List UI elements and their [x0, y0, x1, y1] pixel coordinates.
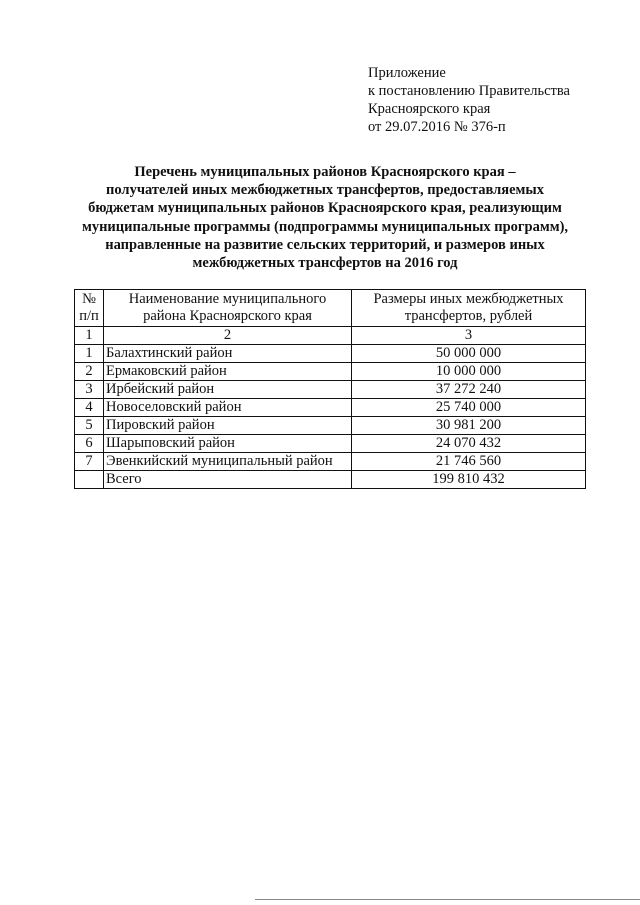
total-num-cell — [75, 471, 104, 489]
row-name-cell: Балахтинский район — [104, 345, 352, 363]
appendix-block — [368, 64, 570, 136]
row-amount-cell: 30 981 200 — [352, 417, 586, 435]
header-num-line: № — [82, 291, 96, 307]
row-name-cell: Новоселовский район — [104, 399, 352, 417]
row-num-cell: 5 — [75, 417, 104, 435]
row-num-cell: 7 — [75, 453, 104, 471]
header-amount-line: Размеры иных межбюджетных — [373, 291, 564, 307]
title-line: Перечень муниципальных районов Красноярского края – — [134, 164, 516, 180]
row-name-cell: Шарыповский район — [104, 435, 352, 453]
row-name-cell: Ирбейский район — [104, 381, 352, 399]
header-num-line: п/п — [79, 308, 99, 324]
title-line: межбюджетных трансфертов на 2016 год — [192, 255, 458, 272]
row-num-cell: 2 — [75, 363, 104, 381]
document-title — [60, 163, 590, 272]
header-amount-line: трансфертов, рублей — [404, 308, 533, 324]
row-name-cell: Ермаковский район — [104, 363, 352, 381]
total-amount-cell: 199 810 432 — [352, 471, 586, 489]
title-line: получателей иных межбюджетных трансфертов, предоставляемых — [106, 182, 544, 199]
row-num-cell: 1 — [75, 345, 104, 363]
appendix-date-line: от 29.07.2016 № 376-п — [368, 119, 506, 135]
header-num-cell — [75, 290, 104, 327]
title-line: муниципальные программы (подпрограммы муниципальных программ), — [81, 218, 569, 235]
row-amount-cell: 10 000 000 — [352, 363, 586, 381]
row-amount-cell: 50 000 000 — [352, 345, 586, 363]
total-row — [75, 471, 586, 489]
column-number-cell: 1 — [75, 327, 104, 345]
table-row — [75, 435, 586, 453]
table-row — [75, 381, 586, 399]
title-line: бюджетам муниципальных районов Красноярского края, реализующим — [88, 200, 562, 217]
column-number-row — [75, 327, 586, 345]
column-number-cell: 2 — [104, 327, 352, 345]
header-amount-cell — [352, 290, 586, 327]
table-row — [75, 363, 586, 381]
total-label-cell: Всего — [104, 471, 352, 489]
row-num-cell: 4 — [75, 399, 104, 417]
header-name-line: района Красноярского края — [143, 308, 312, 324]
header-name-line: Наименование муниципального — [128, 291, 327, 307]
appendix-line: Приложение — [368, 65, 446, 81]
row-name-cell: Пировский район — [104, 417, 352, 435]
row-amount-cell: 21 746 560 — [352, 453, 586, 471]
column-number-cell: 3 — [352, 327, 586, 345]
row-amount-cell: 24 070 432 — [352, 435, 586, 453]
row-num-cell: 3 — [75, 381, 104, 399]
appendix-line: Красноярского края — [368, 101, 491, 117]
row-amount-cell: 37 272 240 — [352, 381, 586, 399]
row-amount-cell: 25 740 000 — [352, 399, 586, 417]
table-row — [75, 417, 586, 435]
appendix-line: к постановлению Правительства — [368, 83, 570, 99]
table-row — [75, 345, 586, 363]
header-name-cell — [104, 290, 352, 327]
table-row — [75, 453, 586, 471]
row-num-cell: 6 — [75, 435, 104, 453]
title-line: направленные на развитие сельских территорий, и размеров иных — [105, 236, 545, 253]
table-header-row — [75, 290, 586, 327]
table-row — [75, 399, 586, 417]
row-name-cell: Эвенкийский муниципальный район — [104, 453, 352, 471]
scan-edge-line — [255, 899, 640, 900]
transfers-table — [74, 289, 586, 489]
